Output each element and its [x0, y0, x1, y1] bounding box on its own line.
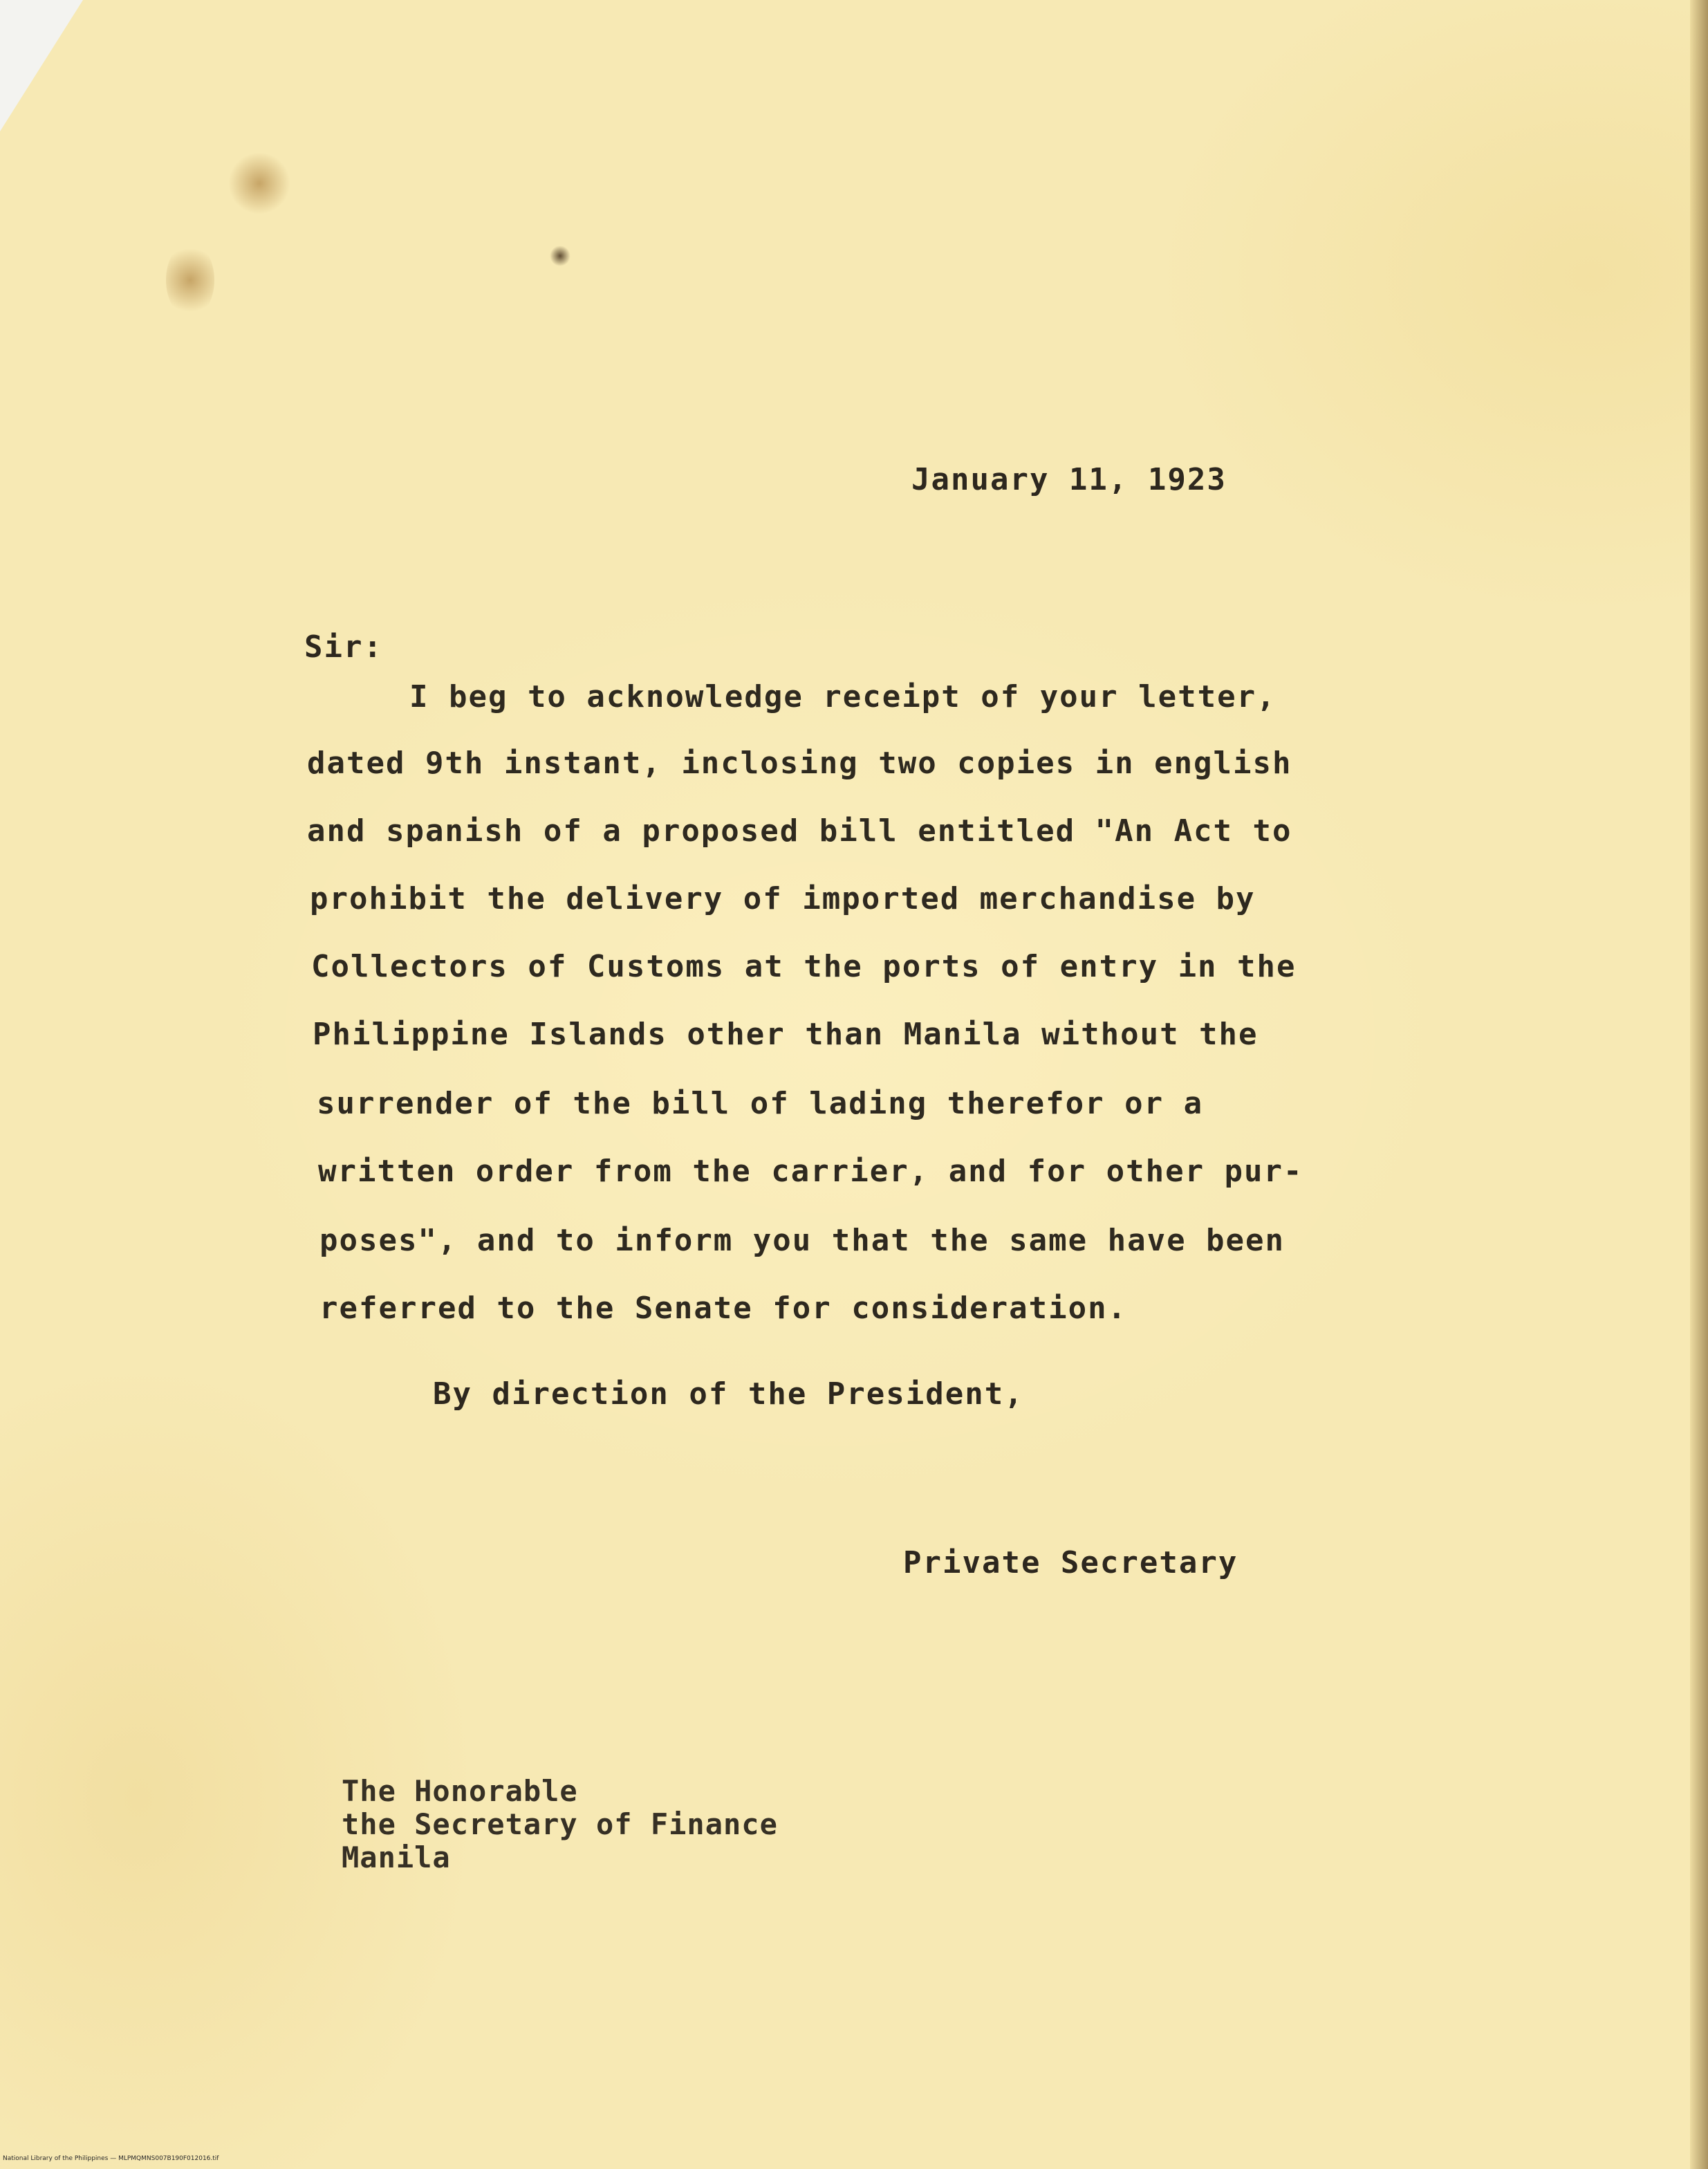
body-line: poses", and to inform you that the same have been: [319, 1223, 1285, 1258]
closing-line: By direction of the President,: [433, 1376, 1024, 1412]
body-line: and spanish of a proposed bill entitled "An Act to: [307, 813, 1292, 849]
body-line: Collectors of Customs at the ports of entry in the: [311, 949, 1297, 984]
signature-title: Private Secretary: [903, 1545, 1238, 1580]
ink-spot: [550, 246, 570, 266]
paper-stain: [228, 152, 290, 214]
letter-date: January 11, 1923: [911, 462, 1227, 497]
body-line: dated 9th instant, inclosing two copies in english: [307, 746, 1292, 781]
body-line: I beg to acknowledge receipt of your letter,: [409, 679, 1277, 714]
addressee-block: [342, 1775, 778, 1874]
addressee-line: the Secretary of Finance: [342, 1807, 778, 1841]
body-line: surrender of the bill of lading therefor or a: [317, 1086, 1204, 1121]
addressee-line: Manila: [342, 1840, 451, 1874]
body-line: referred to the Senate for consideration.: [319, 1291, 1128, 1326]
body-line: prohibit the delivery of imported merchandise by: [310, 881, 1256, 916]
folded-corner: [0, 0, 83, 131]
archive-footer: National Library of the Philippines — MLPMQMNS007B190F012016.tif: [3, 2155, 219, 2162]
paper-edge: [1690, 0, 1708, 2169]
body-line: written order from the carrier, and for other pur-: [318, 1154, 1303, 1189]
body-line: Philippine Islands other than Manila without the: [313, 1017, 1259, 1052]
addressee-line: The Honorable: [342, 1774, 578, 1808]
salutation: Sir:: [304, 629, 383, 665]
paper-stain: [166, 242, 214, 318]
